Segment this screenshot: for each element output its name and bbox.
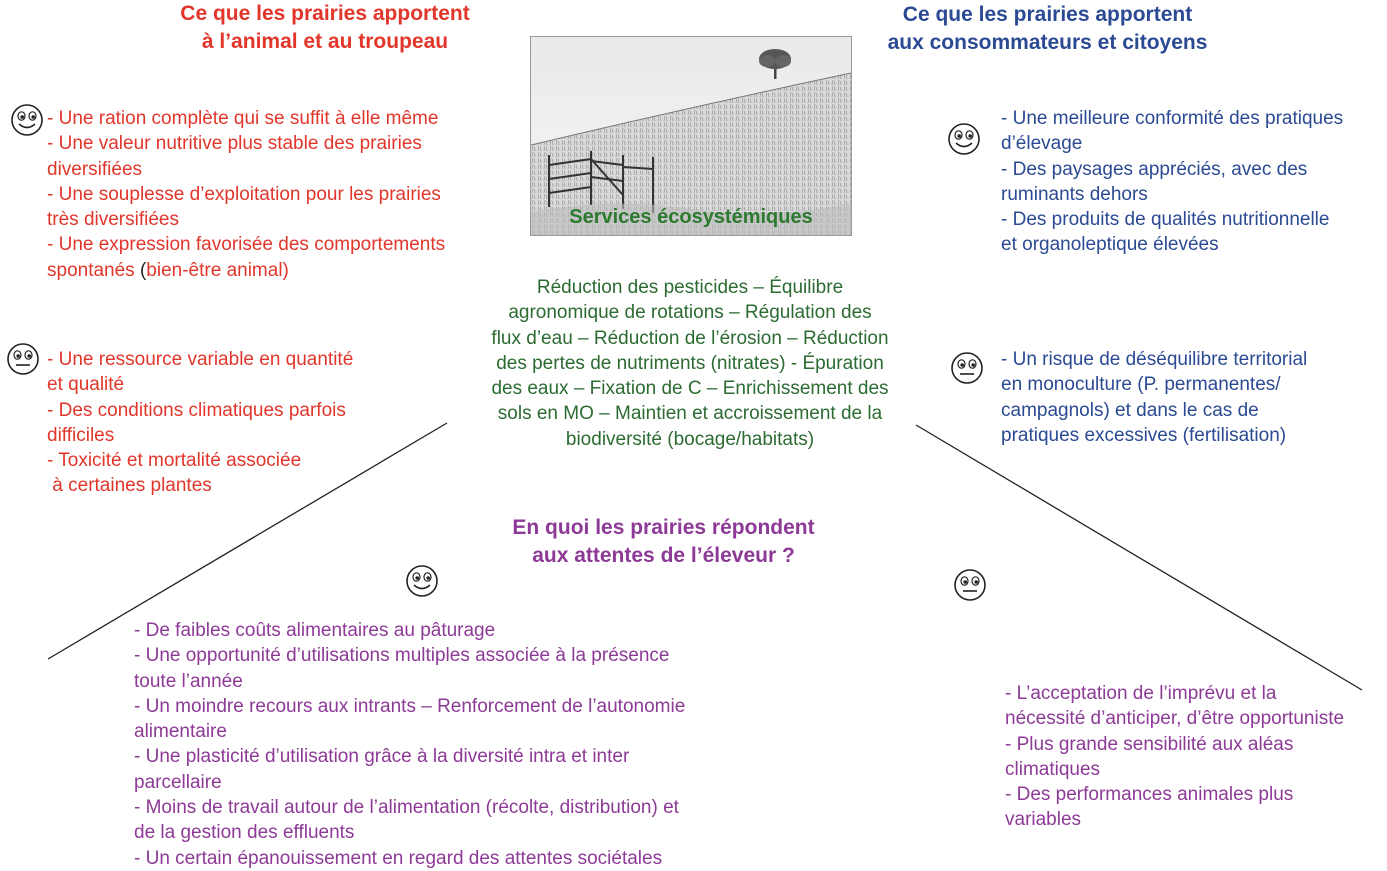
list-item: pratiques excessives (fertilisation) xyxy=(1001,424,1287,446)
list-item: et qualité xyxy=(47,374,125,396)
list-item: - Une opportunité d’utilisations multiples associée à la présence xyxy=(134,645,670,667)
neutral-face-icon xyxy=(6,342,40,376)
list-item: de la gestion des effluents xyxy=(134,822,355,844)
list-item: - Des produits de qualités nutritionnelle xyxy=(1001,209,1330,231)
ecosystem-line: Réduction des pesticides – Équilibre xyxy=(536,277,844,298)
consumers-title xyxy=(855,1,1240,57)
consumers-title-line2: aux consommateurs et citoyens xyxy=(887,31,1208,54)
list-item: d’élevage xyxy=(1001,133,1083,155)
list-item: - Une valeur nutritive plus stable des prairies xyxy=(47,133,422,155)
list-item xyxy=(47,258,517,283)
farmer-title xyxy=(470,514,857,570)
happy-face-icon xyxy=(947,122,981,156)
list-item-text: bien-être animal) xyxy=(146,259,289,281)
paren-open: ( xyxy=(139,259,147,281)
consumers-negative-list xyxy=(1001,347,1385,448)
list-item: - Une ressource variable en quantité xyxy=(47,349,354,370)
list-item: - Toxicité et mortalité associée xyxy=(47,450,302,472)
animal-title xyxy=(150,0,500,56)
list-item: - Un risque de déséquilibre territorial xyxy=(1001,349,1308,370)
list-item: en monoculture (P. permanentes/ xyxy=(1001,374,1281,396)
list-item: parcellaire xyxy=(134,771,222,793)
list-item: climatiques xyxy=(1005,758,1101,780)
list-item: ruminants dehors xyxy=(1001,183,1148,205)
happy-face-icon xyxy=(405,564,439,598)
list-item: difficiles xyxy=(47,424,115,446)
animal-title-line1: Ce que les prairies apportent xyxy=(180,2,470,25)
list-item: diversifiées xyxy=(47,158,143,180)
ecosystem-line: sols en MO – Maintien et accroissement de la xyxy=(497,403,883,425)
list-item: campagnols) et dans le cas de xyxy=(1001,399,1259,421)
list-item: toute l’année xyxy=(134,670,243,692)
list-item: - Une expression favorisée des comportements xyxy=(47,234,446,256)
list-item: - Un moindre recours aux intrants – Renforcement de l’autonomie xyxy=(134,695,686,717)
list-item: - Des conditions climatiques parfois xyxy=(47,399,346,421)
list-item: - Une souplesse d’exploitation pour les prairies xyxy=(47,183,441,205)
list-item: très diversifiées xyxy=(47,209,179,231)
list-item: - Des performances animales plus xyxy=(1005,784,1294,806)
list-item: - Plus grande sensibilité aux aléas xyxy=(1005,733,1294,755)
list-item: nécessité d’anticiper, d’être opportuniste xyxy=(1005,708,1345,730)
farmer-negative-list xyxy=(1005,681,1385,833)
ecosystem-line: biodiversité (bocage/habitats) xyxy=(565,428,815,450)
list-item: - Une ration complète qui se suffit à elle même xyxy=(47,108,439,129)
farmer-title-line2: aux attentes de l’éleveur ? xyxy=(532,544,795,567)
list-item: - Une plasticité d’utilisation grâce à la diversité intra et inter xyxy=(134,746,630,768)
list-item: - L’acceptation de l’imprévu et la xyxy=(1005,683,1277,704)
photo-caption: Services écosystémiques xyxy=(569,206,813,228)
list-item: - De faibles coûts alimentaires au pâturage xyxy=(134,620,496,641)
ecosystem-line: agronomique de rotations – Régulation des xyxy=(508,302,872,324)
list-item: variables xyxy=(1005,809,1082,831)
list-item: - Des paysages appréciés, avec des xyxy=(1001,158,1308,180)
animal-negative-list xyxy=(47,347,447,499)
consumers-title-line1: Ce que les prairies apportent xyxy=(902,3,1193,26)
list-item: - Une meilleure conformité des pratiques xyxy=(1001,108,1344,129)
list-item-text: spontanés xyxy=(47,259,140,281)
ecosystem-line: des pertes de nutriments (nitrates) - Épuration xyxy=(496,352,884,374)
neutral-face-icon xyxy=(953,568,987,602)
list-item: à certaines plantes xyxy=(47,475,212,497)
farmer-positive-list xyxy=(134,618,774,871)
animal-title-line2: à l’animal et au troupeau xyxy=(201,30,449,53)
happy-face-icon xyxy=(10,103,44,137)
list-item: alimentaire xyxy=(134,721,227,743)
ecosystem-services-text xyxy=(455,275,925,452)
neutral-face-icon xyxy=(950,351,984,385)
farmer-title-line1: En quoi les prairies répondent xyxy=(512,516,815,539)
ecosystem-line: flux d’eau – Réduction de l’érosion – Réduction xyxy=(491,327,889,349)
list-item: et organoleptique élevées xyxy=(1001,234,1219,256)
right-divider-line xyxy=(916,425,1362,690)
consumers-positive-list xyxy=(1001,106,1385,258)
ecosystem-line: des eaux – Fixation de C – Enrichissement des xyxy=(491,378,889,400)
meadow-photo xyxy=(530,36,852,236)
list-item: - Un certain épanouissement en regard des attentes sociétales xyxy=(134,847,663,869)
list-item: - Moins de travail autour de l’alimentation (récolte, distribution) et xyxy=(134,797,679,819)
animal-positive-list xyxy=(47,106,517,283)
